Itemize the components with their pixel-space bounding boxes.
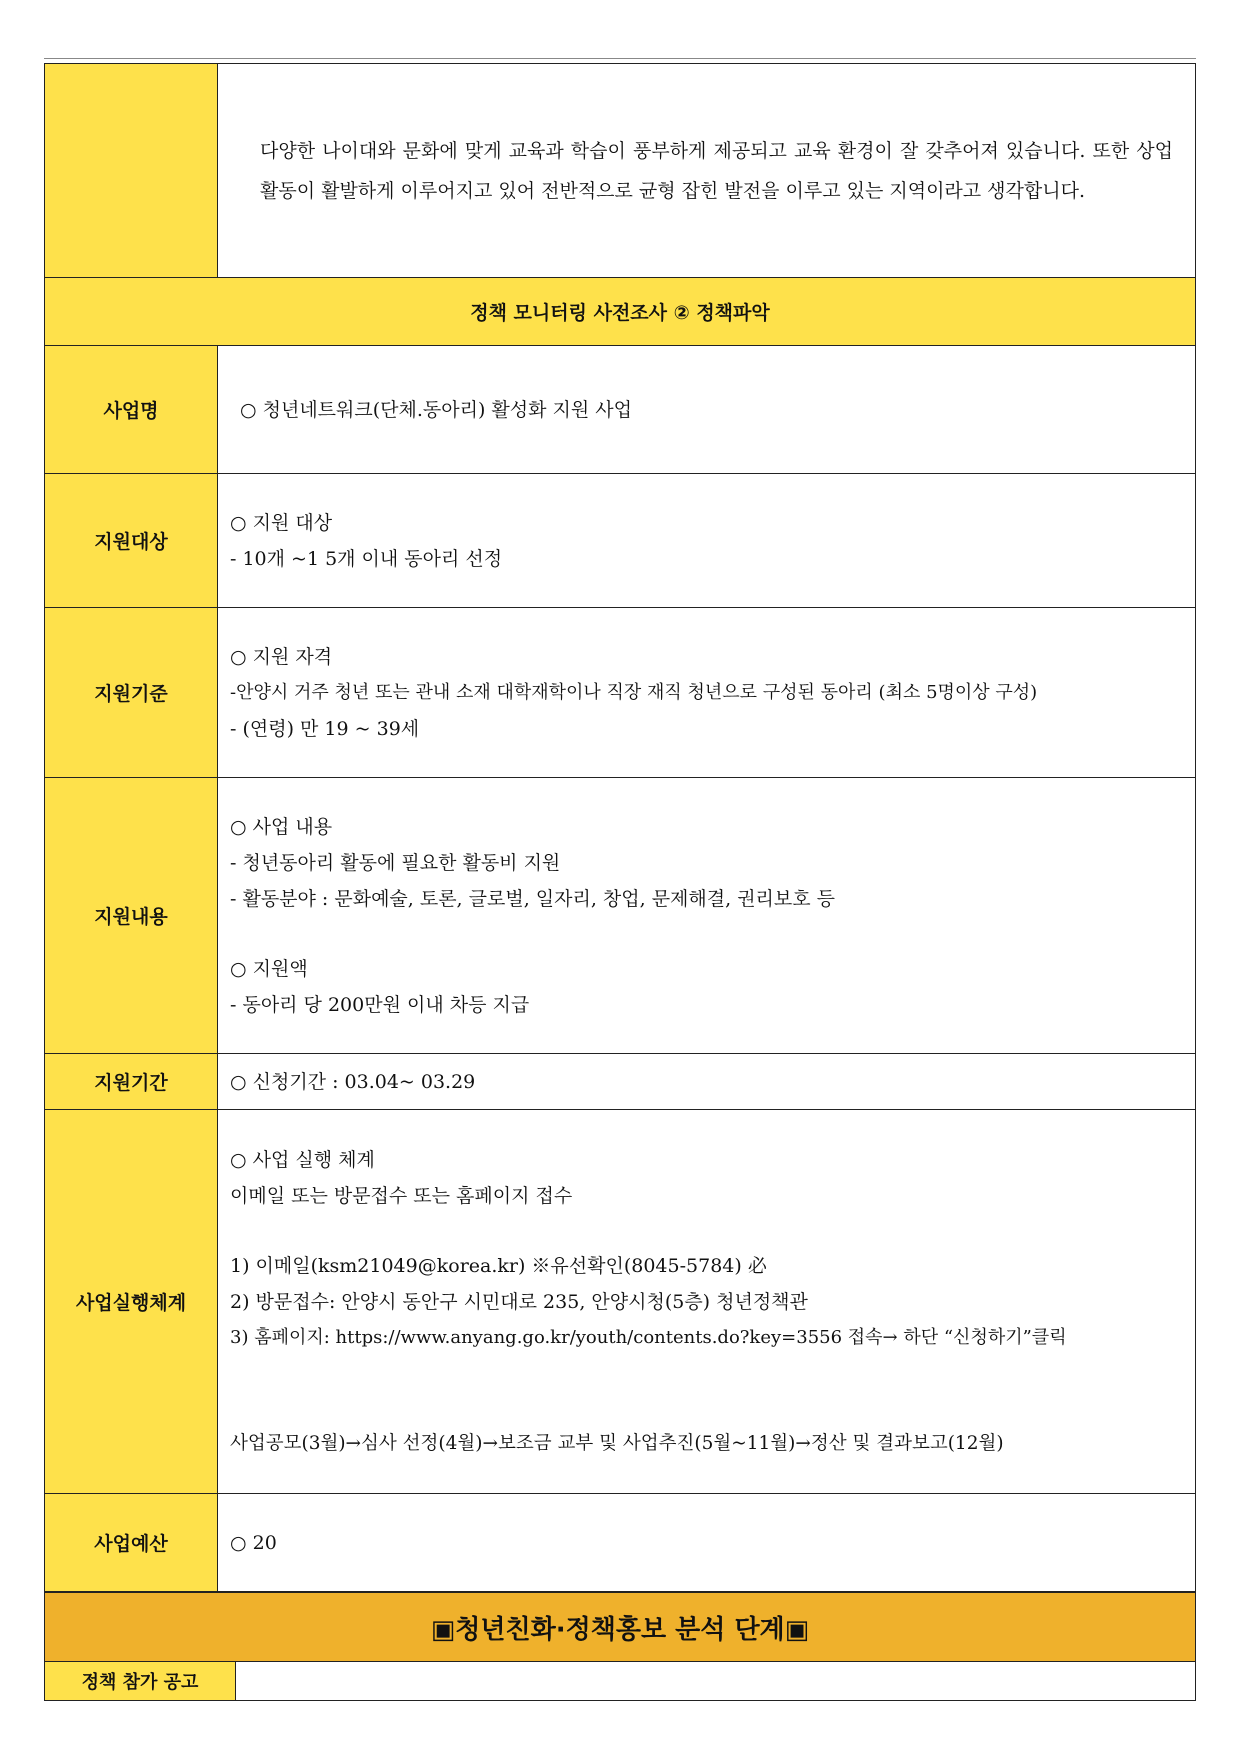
period-content	[218, 1054, 1196, 1110]
content-line-4: ○ 지원액	[230, 957, 308, 980]
analysis-table	[44, 1592, 1196, 1701]
system-line-1: ○ 사업 실행 체계	[230, 1148, 375, 1171]
criteria-line-1: ○ 지원 자격	[230, 645, 333, 668]
content-line-1: ○ 사업 내용	[230, 815, 333, 838]
content-spacer	[230, 917, 1183, 951]
target-content	[218, 474, 1196, 608]
budget-label: 사업예산	[45, 1494, 218, 1592]
content-label: 지원내용	[45, 778, 218, 1054]
criteria-line-3: - (연령) 만 19 ~ 39세	[230, 717, 420, 740]
content-line-2: - 청년동아리 활동에 필요한 활동비 지원	[230, 851, 561, 874]
system-line-6: 사업공모(3월)→심사 선정(4월)→보조금 교부 및 사업추진(5월~11월)→정산 및 결과보고(12월)	[230, 1432, 1004, 1454]
intro-label-cell	[45, 64, 218, 278]
target-line-2: - 10개 ~1 5개 이내 동아리 선정	[230, 547, 503, 570]
target-line-1: ○ 지원 대상	[230, 511, 333, 534]
system-spacer-1	[230, 1214, 1183, 1248]
policy-monitoring-table	[44, 63, 1196, 1592]
criteria-content	[218, 608, 1196, 778]
system-content	[218, 1110, 1196, 1494]
notice-content-cell	[236, 1662, 1196, 1701]
system-line-4: 2) 방문접수: 안양시 동안구 시민대로 235, 안양시청(5층) 청년정책관	[230, 1290, 808, 1313]
period-line: ○ 신청기간 : 03.04~ 03.29	[230, 1070, 476, 1093]
budget-line: ○ 20	[230, 1531, 277, 1554]
system-line-5: 3) 홈페이지: https://www.anyang.go.kr/youth/contents.do?key=3556 접속→ 하단 “신청하기”클릭	[230, 1326, 1067, 1348]
analysis-header: ▣청년친화·정책홍보 분석 단계▣	[45, 1593, 1196, 1662]
criteria-line-2: -안양시 거주 청년 또는 관내 소재 대학재학이나 직장 재직 청년으로 구성된 동아리 (최소 5명이상 구성)	[230, 681, 1038, 703]
intro-content-cell	[218, 64, 1196, 278]
system-line-3: 1) 이메일(ksm21049@korea.kr) ※유선확인(8045-5784) 必	[230, 1254, 767, 1277]
business-name-content	[218, 346, 1196, 474]
intro-paragraph: 다양한 나이대와 문화에 맞게 교육과 학습이 풍부하게 제공되고 교육 환경이 잘 갖추어져 있습니다. 또한 상업 활동이 활발하게 이루어지고 있어 전반적으로 균형 잡힌 발전을 이루고 있는 지역이라고 생각합니다.	[260, 139, 1173, 202]
period-label: 지원기간	[45, 1054, 218, 1110]
content-content	[218, 778, 1196, 1054]
business-name-line: ○ 청년네트워크(단체.동아리) 활성화 지원 사업	[240, 398, 632, 421]
budget-content	[218, 1494, 1196, 1592]
criteria-label: 지원기준	[45, 608, 218, 778]
target-label: 지원대상	[45, 474, 218, 608]
notice-label: 정책 참가 공고	[45, 1662, 236, 1701]
section-header: 정책 모니터링 사전조사 ② 정책파악	[45, 278, 1196, 346]
system-label: 사업실행체계	[45, 1110, 218, 1494]
system-line-2: 이메일 또는 방문접수 또는 홈페이지 접수	[230, 1184, 573, 1207]
content-line-3: - 활동분야 : 문화예술, 토론, 글로벌, 일자리, 창업, 문제해결, 권리보호 등	[230, 887, 836, 910]
content-line-5: - 동아리 당 200만원 이내 차등 지급	[230, 993, 530, 1016]
business-name-label: 사업명	[45, 346, 218, 474]
top-rule	[44, 58, 1196, 59]
system-spacer-2	[230, 1356, 1183, 1426]
